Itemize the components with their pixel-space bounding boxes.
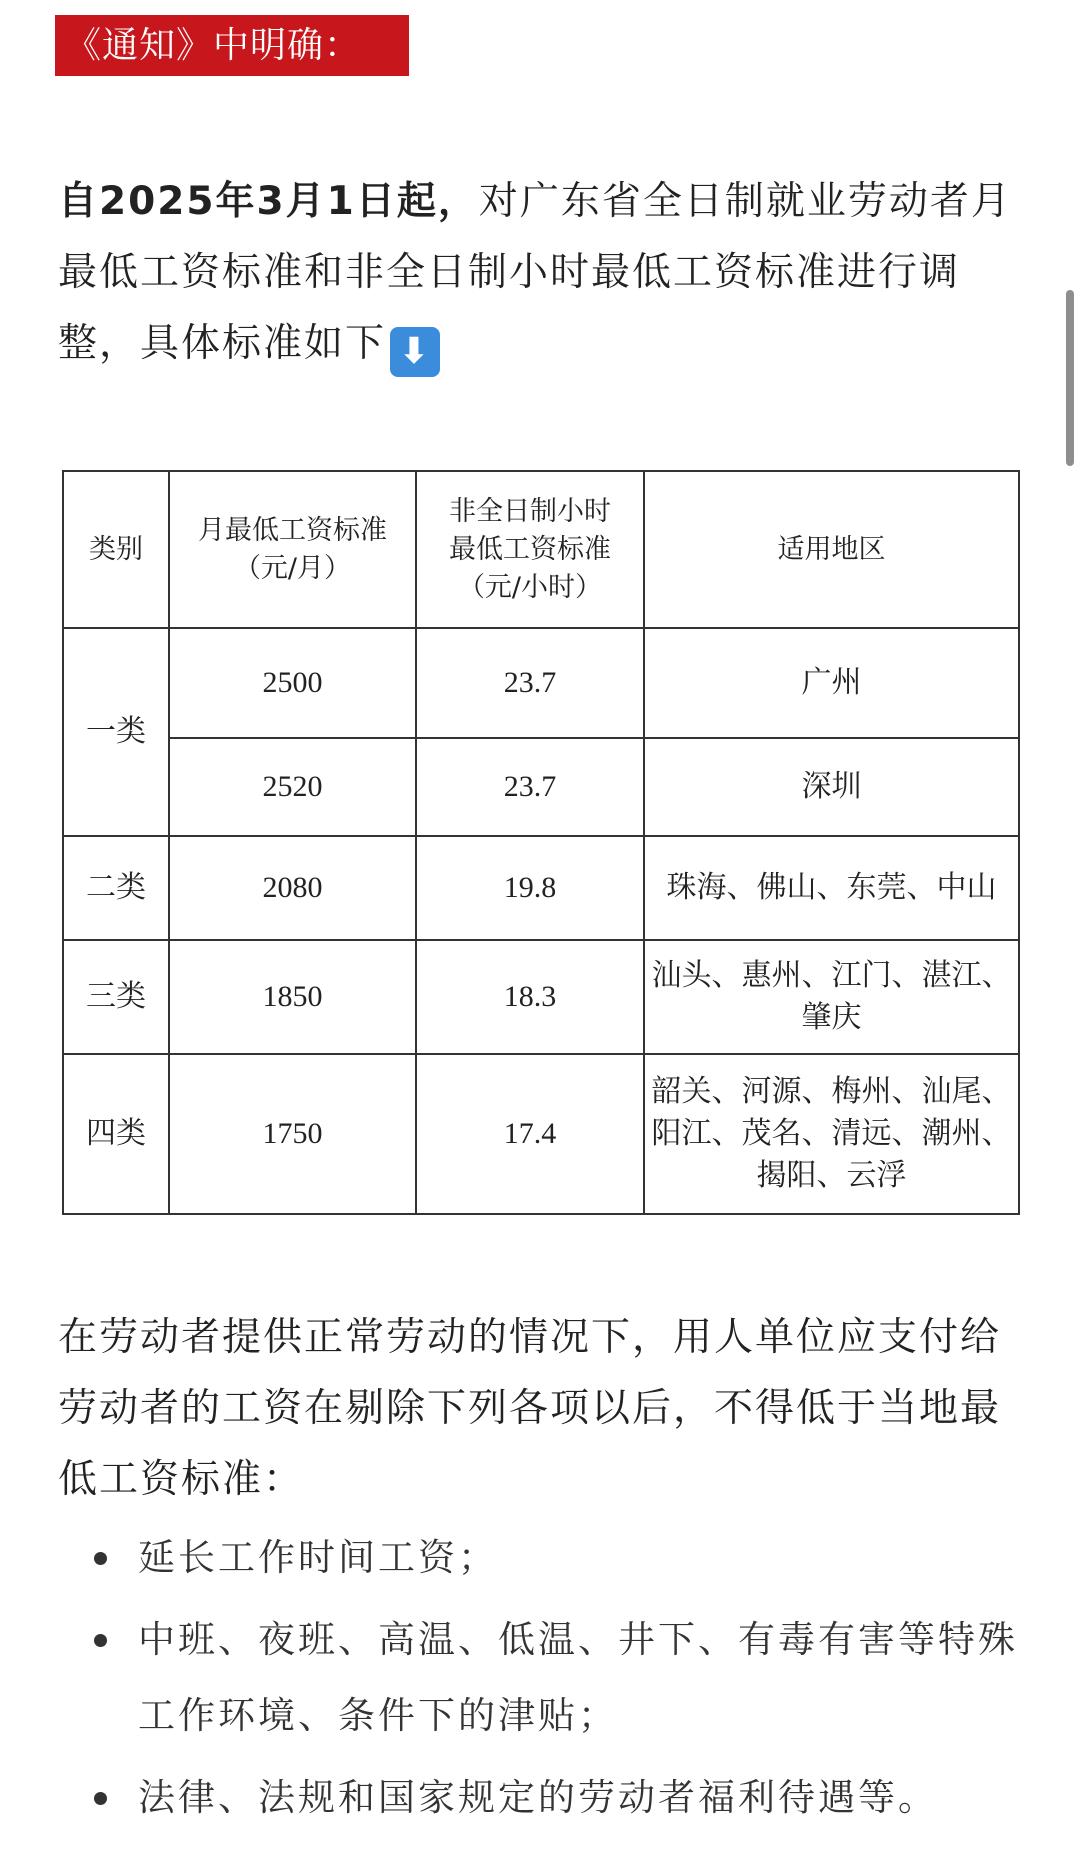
- header-category: 类别: [63, 471, 169, 628]
- monthly-wage-cell: 1750: [169, 1054, 416, 1214]
- intro-text: 对广东省全日制就业劳动者月最低工资标准和非全日制小时最低工资标准进行调整，具体标准如下: [58, 179, 1012, 366]
- minimum-wage-table: [62, 470, 1020, 1215]
- table-row: [63, 836, 1019, 940]
- header-hourly-line2: 最低工资标准: [449, 533, 611, 565]
- table-header-row: [63, 471, 1019, 628]
- header-monthly-line2: （元/月）: [233, 552, 352, 584]
- hourly-wage-cell: 23.7: [416, 628, 644, 738]
- region-cell: 珠海、佛山、东莞、中山: [644, 836, 1019, 940]
- list-item: [58, 1602, 1028, 1754]
- list-item-text: 法律、法规和国家规定的劳动者福利待遇等。: [138, 1776, 938, 1819]
- list-item-text: 延长工作时间工资；: [138, 1536, 498, 1579]
- down-arrow-icon: ⬇: [390, 327, 440, 377]
- header-hourly-line3: （元/小时）: [457, 571, 603, 603]
- effective-date-text: 自2025年3月1日起，: [58, 179, 479, 224]
- header-hourly-line1: 非全日制小时: [449, 495, 611, 527]
- vertical-scrollbar[interactable]: [1066, 290, 1074, 466]
- bullet-icon: [94, 1552, 107, 1565]
- category-cell: 三类: [63, 940, 169, 1054]
- hourly-wage-cell: 18.3: [416, 940, 644, 1054]
- intro-paragraph: [58, 166, 1028, 379]
- region-cell: 深圳: [644, 738, 1019, 836]
- header-monthly-line1: 月最低工资标准: [198, 514, 387, 546]
- region-cell: 汕头、惠州、江门、湛江、肇庆: [644, 940, 1019, 1054]
- hourly-wage-cell: 23.7: [416, 738, 644, 836]
- table-row: [63, 940, 1019, 1054]
- category-cell: 一类: [63, 628, 169, 836]
- list-item-text: 中班、夜班、高温、低温、井下、有毒有害等特殊工作环境、条件下的津贴；: [138, 1618, 1018, 1737]
- header-monthly-wage: [169, 471, 416, 628]
- list-item: [58, 1760, 1028, 1836]
- exclusion-list: [58, 1520, 1028, 1842]
- monthly-wage-cell: 2500: [169, 628, 416, 738]
- monthly-wage-cell: 2080: [169, 836, 416, 940]
- bullet-icon: [94, 1792, 107, 1805]
- hourly-wage-cell: 19.8: [416, 836, 644, 940]
- section-heading-tag: 《通知》中明确：: [55, 15, 409, 76]
- bullet-icon: [94, 1634, 107, 1647]
- conditions-paragraph: 在劳动者提供正常劳动的情况下，用人单位应支付给劳动者的工资在剔除下列各项以后，不得低于当地最低工资标准：: [58, 1315, 1002, 1502]
- table-row: [63, 738, 1019, 836]
- hourly-wage-cell: 17.4: [416, 1054, 644, 1214]
- monthly-wage-cell: 2520: [169, 738, 416, 836]
- category-cell: 四类: [63, 1054, 169, 1214]
- table-row: [63, 628, 1019, 738]
- category-cell: 二类: [63, 836, 169, 940]
- region-cell: 韶关、河源、梅州、汕尾、阳江、茂名、清远、潮州、揭阳、云浮: [644, 1054, 1019, 1214]
- region-cell: 广州: [644, 628, 1019, 738]
- table-row: [63, 1054, 1019, 1214]
- list-item: [58, 1520, 1028, 1596]
- header-region: 适用地区: [644, 471, 1019, 628]
- monthly-wage-cell: 1850: [169, 940, 416, 1054]
- header-hourly-wage: [416, 471, 644, 628]
